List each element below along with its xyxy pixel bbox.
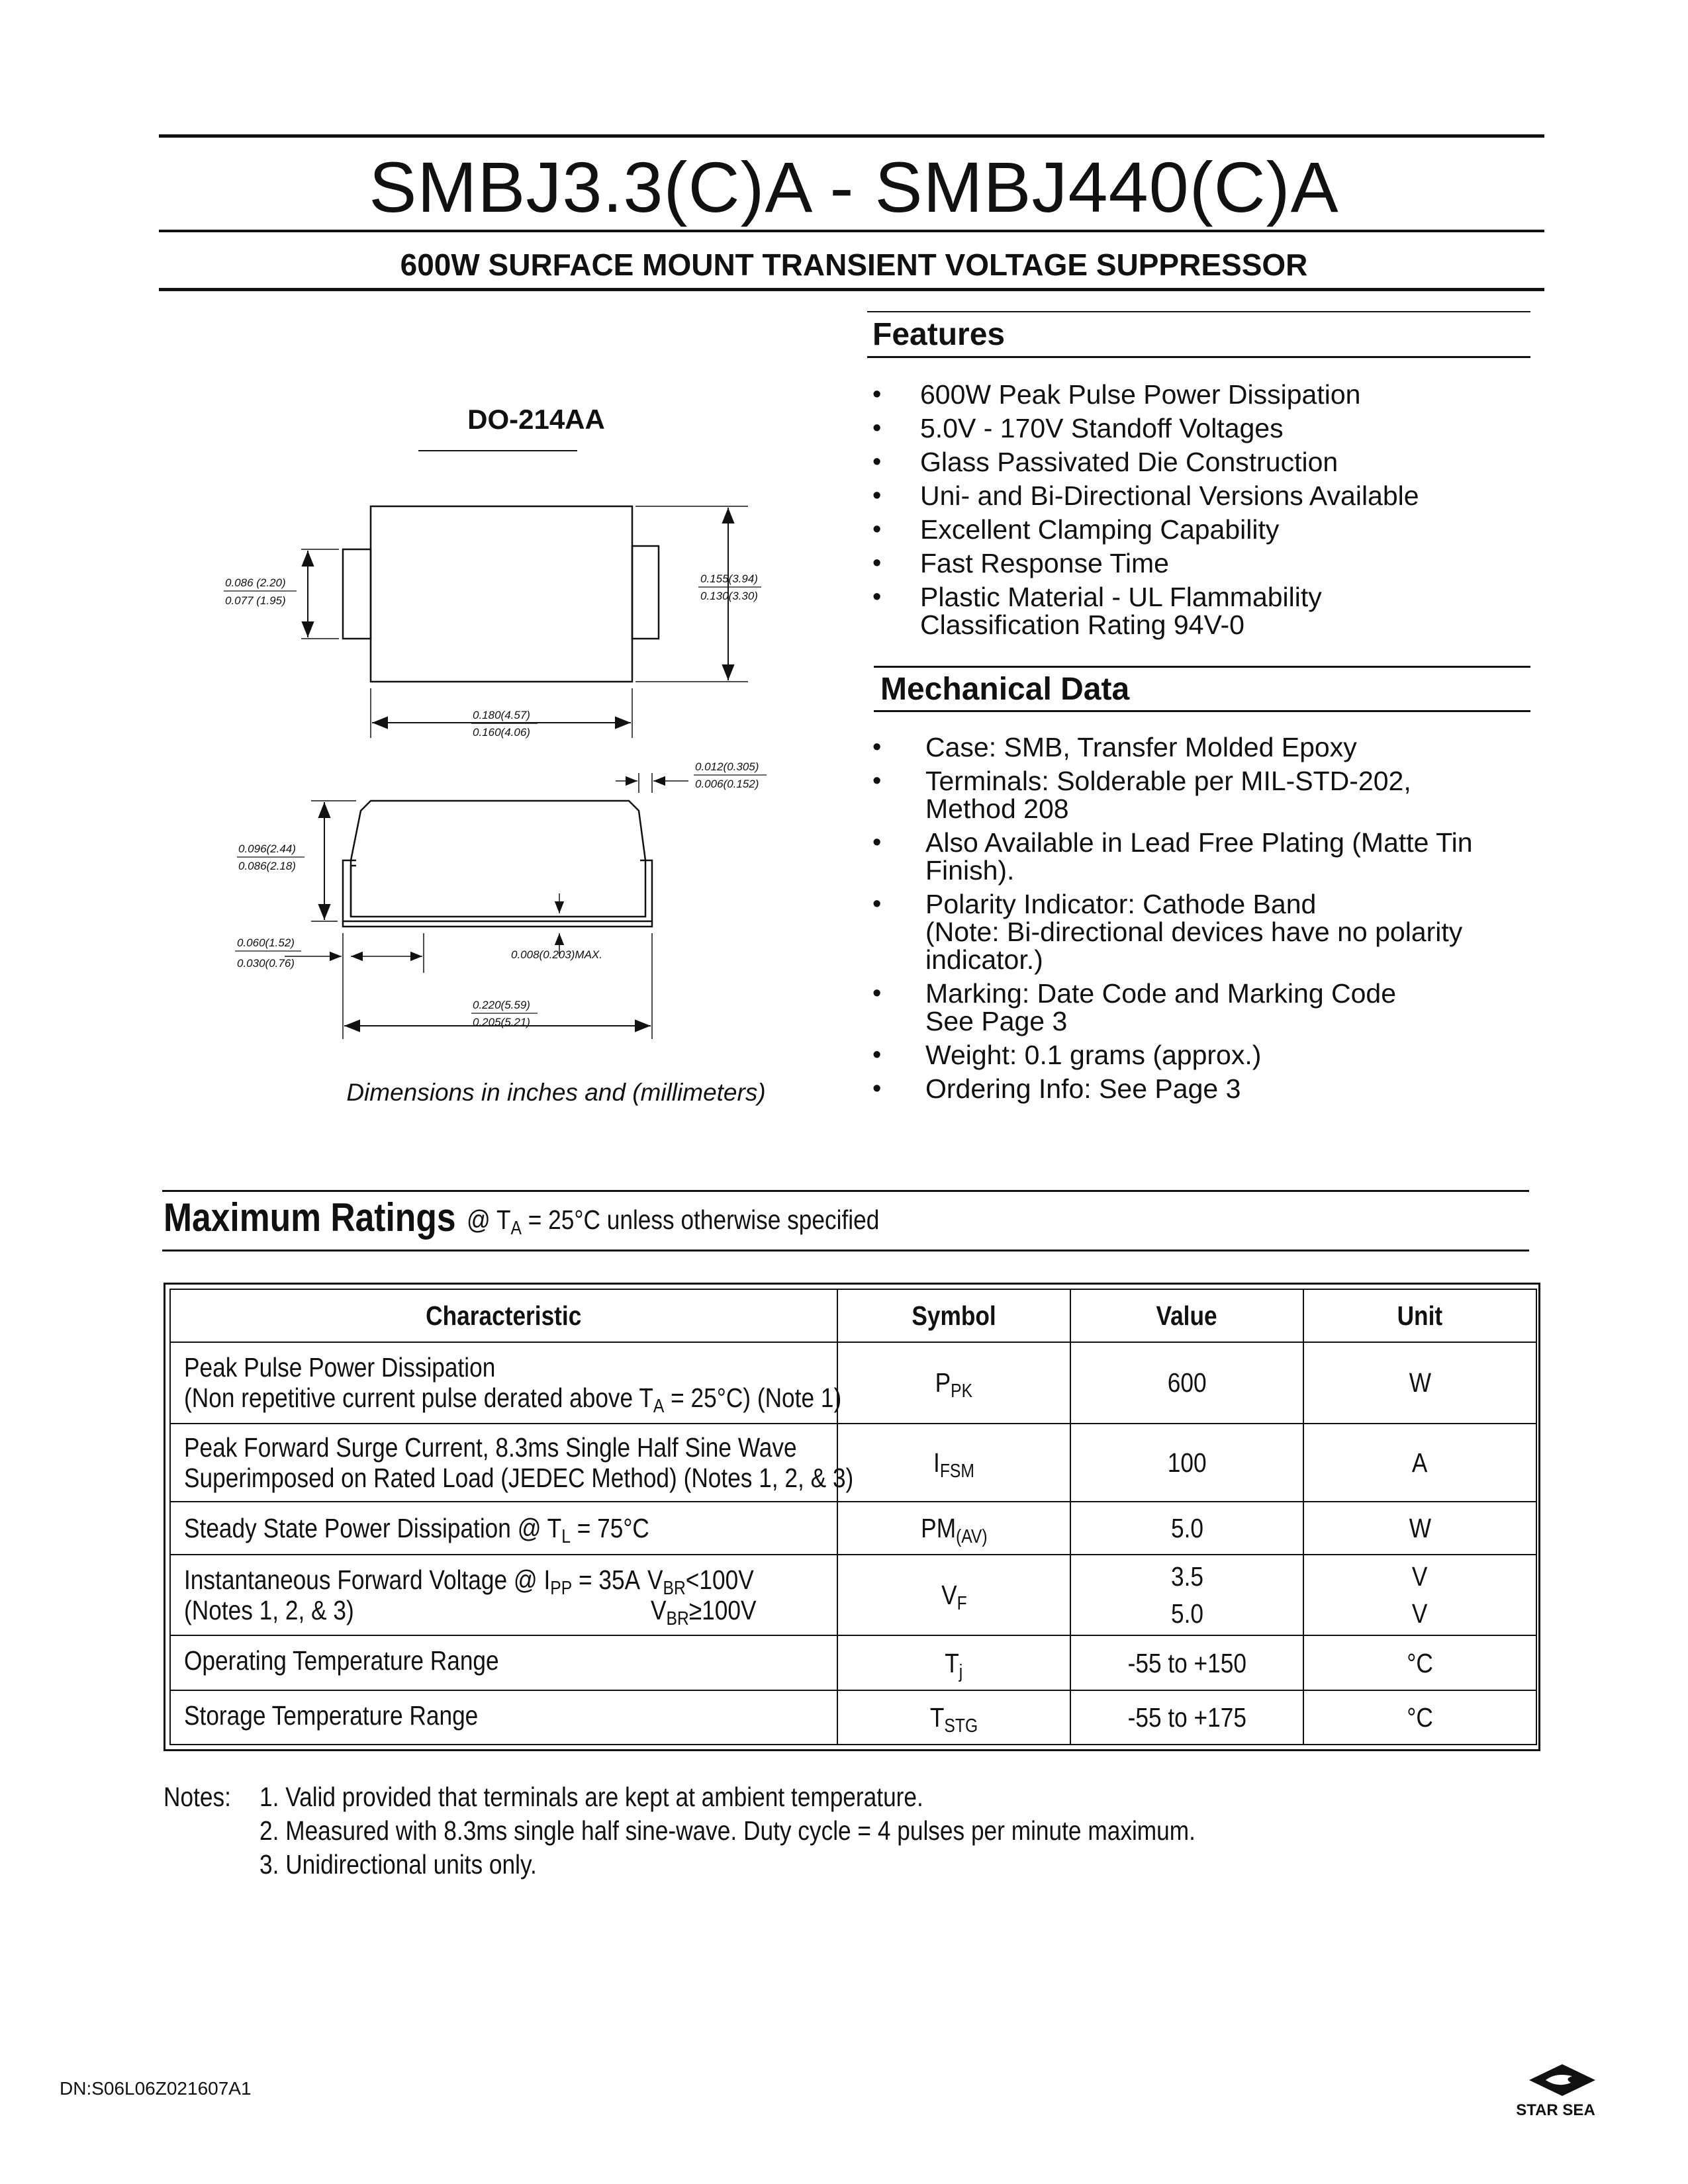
symbol-cell: $PM_{(AV)}$ [837,1502,1070,1555]
ratings-bottom-rule [162,1250,1529,1251]
value-cell: -55 to +150 [1070,1635,1303,1690]
ratings-table [164,1283,1540,1751]
table-row [170,1555,1536,1635]
list-item: • Plastic Material - UL Flammability Classification Rating 94V-0 [872,583,1534,639]
features-bottom-rule [867,356,1530,358]
value-cell: 3.5 5.0 [1070,1555,1303,1635]
list-item: • Weight: 0.1 grams (approx.) [872,1041,1534,1069]
characteristic-cell: Operating Temperature Range [170,1635,837,1690]
unit-cell: °C [1303,1635,1536,1690]
symbol-cell: $I_{FSM}$ [837,1424,1070,1502]
package-outline-drawing [199,490,794,1059]
dim-label: 0.086(2.18) [238,860,296,872]
characteristic-cell: Steady State Power Dissipation @ $T_L = 75^\circ C$ [170,1502,837,1555]
table-row [170,1690,1536,1745]
note-item: 1. Valid provided that terminals are kept at ambient temperature. [259,1782,923,1812]
table-row [170,1342,1536,1423]
package-label: DO-214AA [467,404,605,435]
list-item: • Glass Passivated Die Construction [872,448,1534,476]
unit-cell: W [1303,1342,1536,1423]
characteristic-cell: Storage Temperature Range [170,1690,837,1745]
value-cell: 100 [1070,1424,1303,1502]
dim-label: 0.086 (2.20) [225,576,286,589]
table-row [170,1635,1536,1690]
mechanical-list [872,733,1534,1109]
document-subtitle: 600W SURFACE MOUNT TRANSIENT VOLTAGE SUPPRESSOR [400,248,1308,282]
column-header: Characteristic [170,1289,837,1342]
value-cell: -55 to +175 [1070,1690,1303,1745]
dim-label: 0.180(4.57) [473,709,530,721]
symbol-cell: $T_{STG}$ [837,1690,1070,1745]
ratings-title: Maximum Ratings [164,1195,456,1240]
list-item: • Excellent Clamping Capability [872,516,1534,543]
characteristic-cell: Instantaneous Forward Voltage @ $I_{PP} = 35A$ (Notes 1, 2, & 3) $V_{BR}<100V$ $V_{BR}\ge 100V$ [170,1555,837,1635]
column-header: Unit [1303,1289,1536,1342]
dim-label: 0.130(3.30) [700,590,758,602]
dim-label: 0.220(5.59) [473,999,530,1011]
document-title: SMBJ3.3(C)A - SMBJ440(C)A [369,147,1339,227]
symbol-cell: $T_j$ [837,1635,1070,1690]
dim-label: 0.205(5.21) [473,1016,530,1028]
list-item: • Terminals: Solderable per MIL-STD-202, Method 208 [872,767,1534,823]
document-number: DN:S06L06Z021607A1 [60,2078,252,2099]
brand-name: STAR SEA [1516,2101,1595,2119]
list-item: • 5.0V - 170V Standoff Voltages [872,414,1534,442]
dim-label: 0.060(1.52) [237,936,295,949]
unit-cell: V V [1303,1555,1536,1635]
dimensions-note: Dimensions in inches and (millimeters) [346,1079,766,1106]
dim-label: 0.006(0.152) [695,778,759,790]
column-header: Symbol [837,1289,1070,1342]
dim-label: 0.155(3.94) [700,572,758,585]
dim-label: 0.008(0.203)MAX. [511,948,602,961]
list-item: • 600W Peak Pulse Power Dissipation [872,381,1534,408]
list-item: • Ordering Info: See Page 3 [872,1075,1534,1103]
list-item: • Also Available in Lead Free Plating (Matte Tin Finish). [872,829,1534,884]
package-label-underline [418,450,577,451]
subtitle-rule [159,288,1544,291]
mechanical-heading: Mechanical Data [880,672,1130,707]
list-item: • Uni- and Bi-Directional Versions Available [872,482,1534,510]
dim-label: 0.160(4.06) [473,726,530,739]
list-item: • Fast Response Time [872,549,1534,577]
note-item: 2. Measured with 8.3ms single half sine-wave. Duty cycle = 4 pulses per minute maximum. [259,1815,1196,1846]
column-header: Value [1070,1289,1303,1342]
value-cell: 5.0 [1070,1502,1303,1555]
dim-label: 0.096(2.44) [238,842,296,855]
dim-label: 0.012(0.305) [695,760,759,773]
list-item: • Marking: Date Code and Marking Code See Page 3 [872,979,1534,1035]
symbol-cell: $V_F$ [837,1555,1070,1635]
features-list [872,381,1534,645]
table-row [170,1424,1536,1502]
symbol-cell: $P_{PK}$ [837,1342,1070,1423]
unit-cell: A [1303,1424,1536,1502]
top-rule [159,134,1544,138]
star-sea-logo-icon [1526,2062,1599,2098]
value-cell: 600 [1070,1342,1303,1423]
characteristic-cell: Peak Forward Surge Current, 8.3ms Single Half Sine Wave Superimposed on Rated Load (JEDEC Method) (Notes 1, 2, & 3) [170,1424,837,1502]
table-row [170,1502,1536,1555]
notes-label: Notes: [164,1782,231,1812]
table-header-row [170,1289,1536,1342]
top-view [301,506,748,738]
note-item: 3. Unidirectional units only. [259,1849,537,1880]
title-rule [159,230,1544,232]
features-top-rule [867,311,1530,312]
characteristic-cell: Peak Pulse Power Dissipation (Non repetitive current pulse derated above $T_A = 25^\circ C$) (Note 1) [170,1342,837,1423]
dim-label: 0.077 (1.95) [225,594,286,607]
unit-cell: °C [1303,1690,1536,1745]
list-item: • Polarity Indicator: Cathode Band (Note: Bi-directional devices have no polarity indicator.) [872,890,1534,974]
mechanical-top-rule [874,666,1530,668]
features-heading: Features [872,317,1006,352]
list-item: • Case: SMB, Transfer Molded Epoxy [872,733,1534,761]
mechanical-bottom-rule [874,710,1530,712]
dim-label: 0.030(0.76) [237,957,295,970]
ratings-top-rule [162,1190,1529,1192]
unit-cell: W [1303,1502,1536,1555]
ratings-condition: @ $T_A = 25^\circ C$ unless otherwise specified [467,1205,880,1239]
